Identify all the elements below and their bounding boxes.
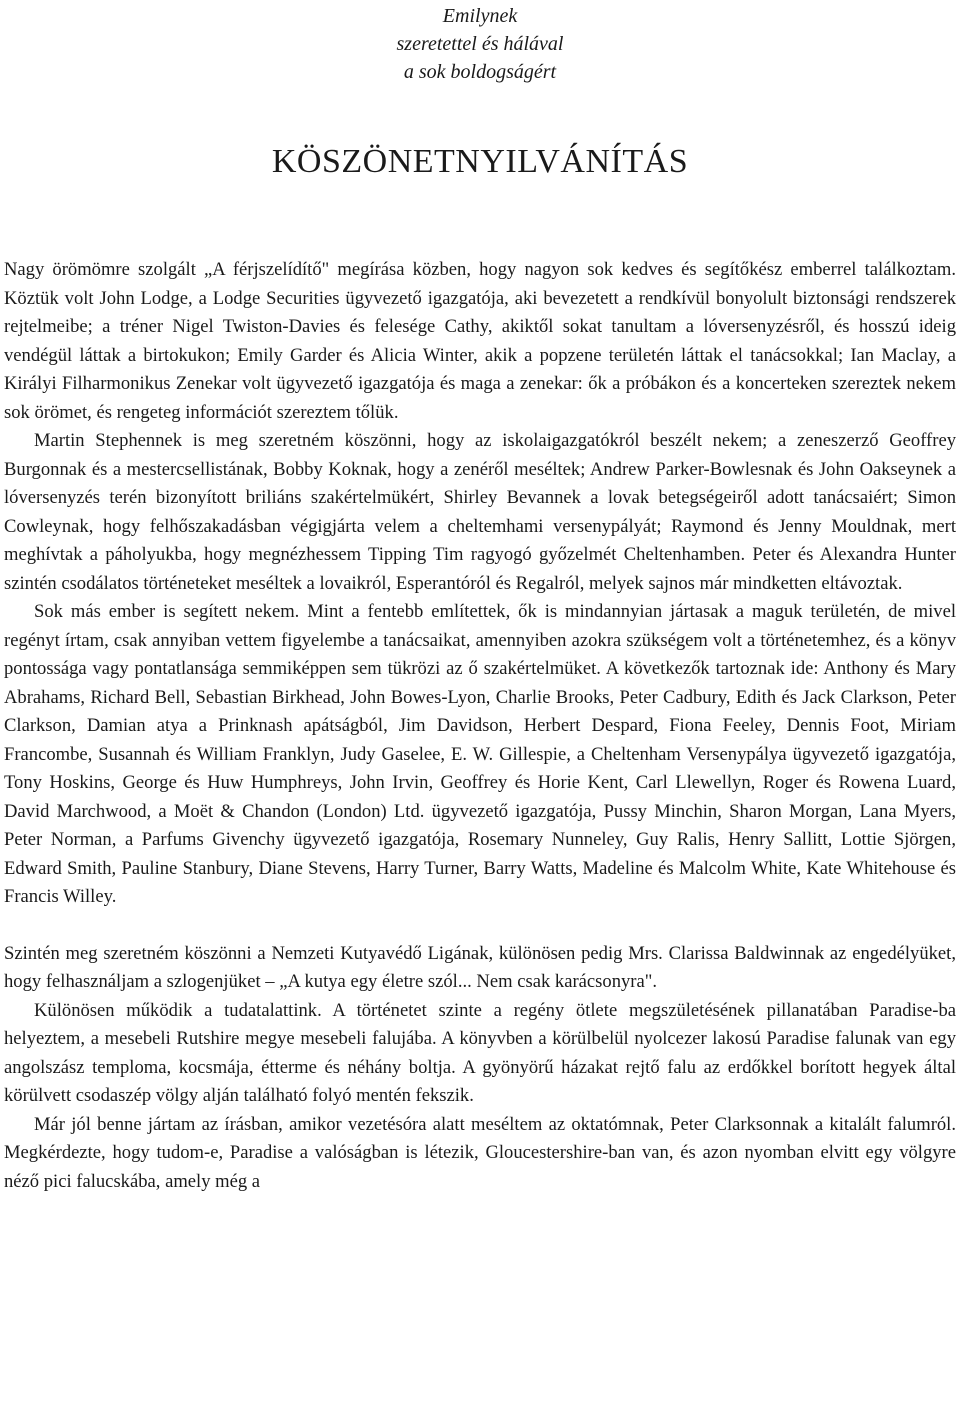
dedication-line-3: a sok boldogságért <box>403 61 557 83</box>
paragraph-6: Már jól benne jártam az írásban, amikor vezetésóra alatt meséltem az oktatómnak, Peter Clarksonnak a kitalált falumról. Megkérdezte, hogy tudom-e, Paradise a valóságban is létezik, Gloucestershire-ban van, és azon nyomban elvitt egy völgyre néző pici falucskába, amely még a <box>4 1113 956 1192</box>
dedication-line-1: Emilynek <box>442 5 518 27</box>
paragraph-5: Különösen működik a tudatalattink. A történetet szinte a regény ötlete megszületésének pillanatában Paradise-ba helyeztem, a mesebeli Rutshire megye mesebeli falujába. A könyvben a körülbelül nyolcezer lakosú Paradise falunak van egy angolszász temploma, kocsmája, étterme és néhány boltja. A gyönyörű házakat rejtő falu az erdőkkel borított hegyek által körülvett csodaszép völgy alján található folyó mentén fekszik. <box>4 999 956 1106</box>
page-title: KÖSZÖNETNYILVÁNÍTÁS <box>271 143 689 180</box>
body-text <box>4 256 956 1196</box>
paragraph-2: Martin Stephennek is meg szeretném köszönni, hogy az iskolaigazgatókról beszélt nekem; a zeneszerző Geoffrey Burgonnak és a mestercsellistának, Bobby Koknak, hogy a zenéről meséltek; Andrew Parker-Bowlesnak és John Oakseynek a lóversenyzés terén bizonyított briliáns szakértelmükért, Shirley Bevannek a lovak betegségeiről adott tanácsaiért; Simon Cowleynak, hogy felhőszakadásban végigjárta velem a cheltemhami versenypályát; Raymond és Jenny Mouldnak, mert meghívtak a páholyukba, hogy megnézhessem Tipping Tim ragyogó győzelmét Cheltenhamben. Peter és Alexandra Hunter szintén csodálatos történeteket meséltek a lovaikról, Esperantóról és Regalról, melyek sajnos már mindketten eltávoztak. <box>4 430 956 594</box>
paragraph-3: Sok más ember is segített nekem. Mint a fentebb említettek, ők is mindannyian jártasak a maguk területén, de mivel regényt írtam, csak annyiban vettem figyelembe a tanácsaikat, amennyiben azokra szükségem volt a történetemhez, és a könyv pontossága vagy pontatlansága semmiképpen sem tükrözi az ő szakértelmüket. A következők tartoznak ide: Anthony és Mary Abrahams, Richard Bell, Sebastian Birkhead, John Bowes-Lyon, Charlie Brooks, Peter Cadbury, Edith és Jack Clarkson, Peter Clarkson, Damian atya a Prinknash apátságból, Jim Davidson, Herbert Despard, Fiona Feeley, Dennis Foot, Miriam Francombe, Susannah és William Franklyn, Judy Gaselee, E. W. Gillespie, a Cheltenham Versenypálya ügyvezető igazgatója, Tony Hoskins, George és Huw Humphreys, John Irvin, Geoffrey és Horie Kent, Carl Llewellyn, Roger és Rowena Luard, David Marchwood, a Moët & Chandon (London) Ltd. ügyvezető igazgatója, Pussy Minchin, Sharon Morgan, Lana Myers, Peter Norman, a Parfums Givenchy ügyvezető igazgatója, Rosemary Nunneley, Guy Ralis, Henry Sallitt, Lottie Sjörgen, Edward Smith, Pauline Stanbury, Diane Stevens, Harry Turner, Barry Watts, Madeline és Malcolm White, Kate Whitehouse és Francis Willey. <box>4 601 956 907</box>
dedication <box>0 2 960 86</box>
dedication-line-2: szeretettel és hálával <box>396 33 564 55</box>
paragraph-4: Szintén meg szeretném köszönni a Nemzeti Kutyavédő Ligának, különösen pedig Mrs. Clarissa Baldwinnak az engedélyüket, hogy felhasználjam a szlogenjüket – „A kutya egy életre szól... Nem csak karácsonyra". <box>4 942 956 992</box>
paragraph-1: Nagy örömömre szolgált „A férjszelídítő" megírása közben, hogy nagyon sok kedves és segítőkész emberrel találkoztam. Köztük volt John Lodge, a Lodge Securities ügyvezető igazgatója, aki bevezetett a rendkívül bonyolult biztonsági rendszerek rejtelmeibe; a tréner Nigel Twiston-Davies és felesége Cathy, akiktől sokat tanultam a lóversenyzésről, és hosszú ideig vendégül láttak a birtokukon; Emily Garder és Alicia Winter, akik a popzene területén láttak el tanácsokkal; Ian Maclay, a Királyi Filharmonikus Zenekar volt ügyvezető igazgatója és maga a zenekar: ők a próbákon és a koncerteken szereztek nekem sok örömet, és rengeteg információt szereztem tőlük. <box>4 259 956 423</box>
